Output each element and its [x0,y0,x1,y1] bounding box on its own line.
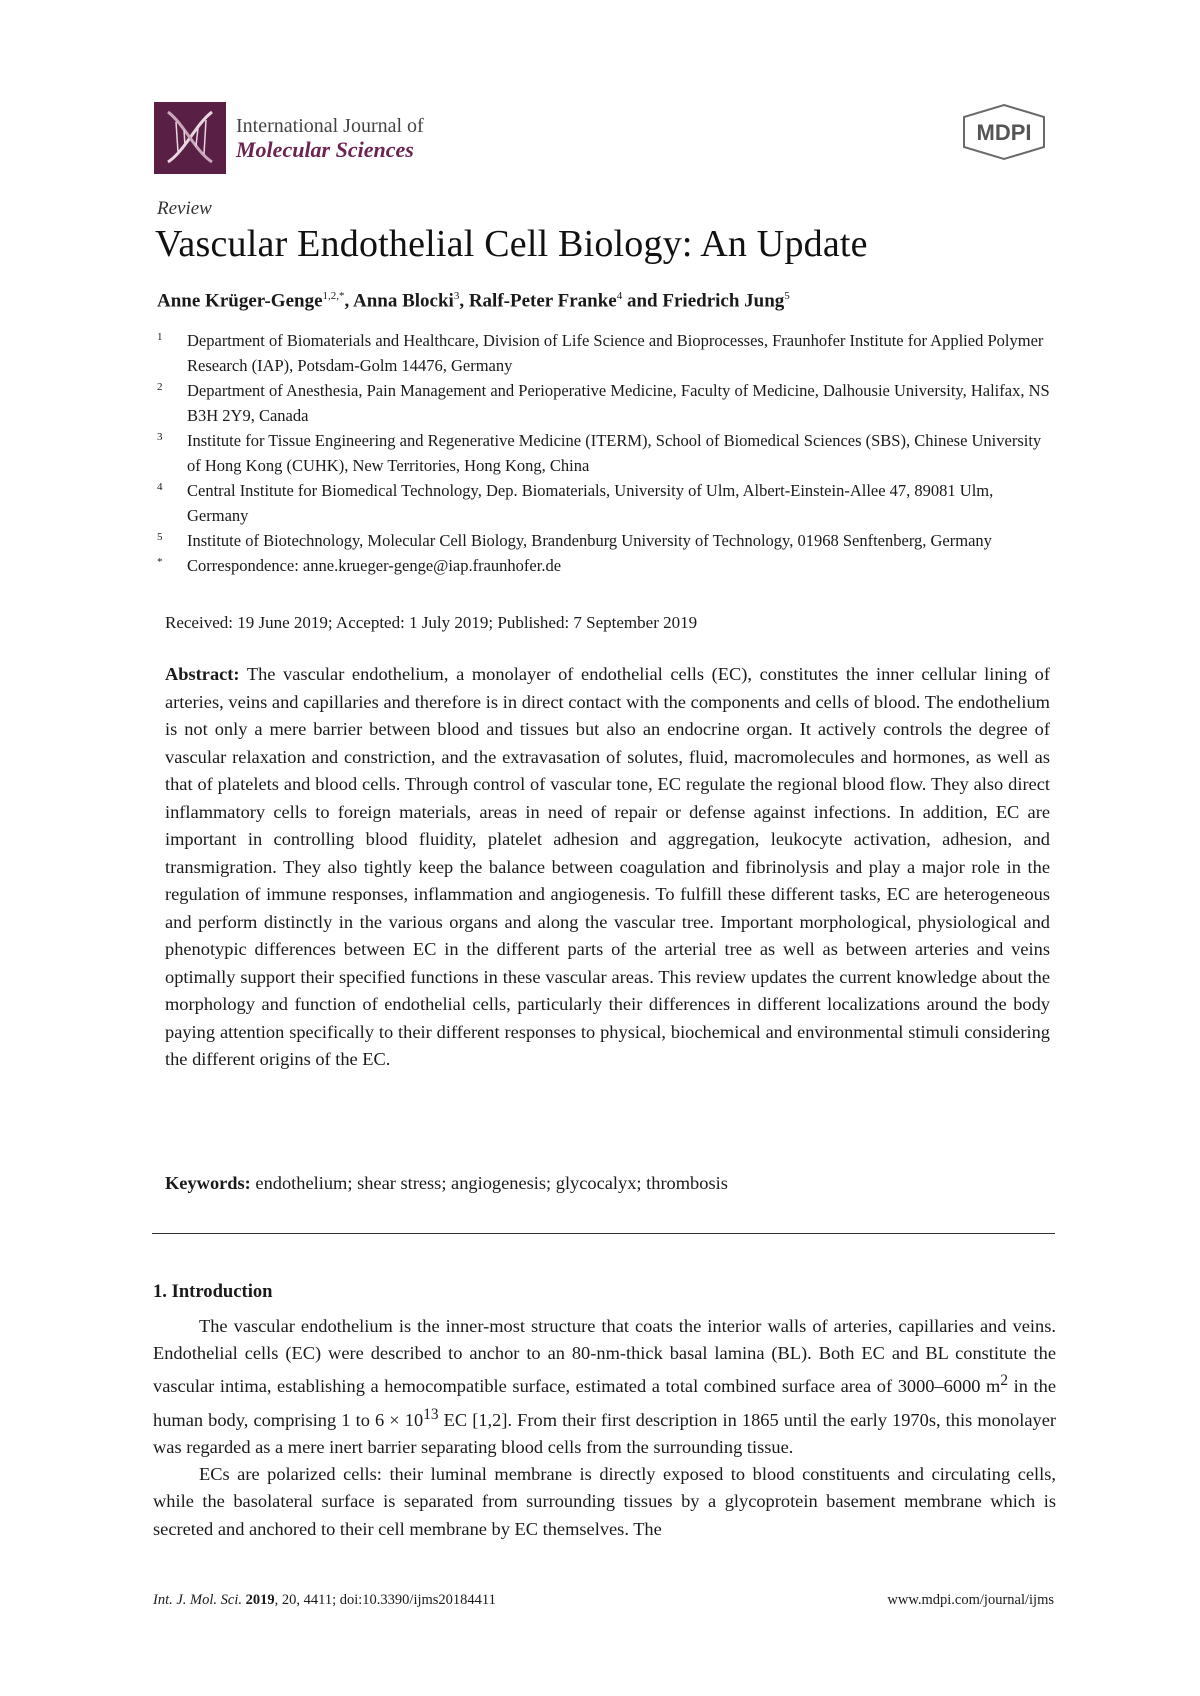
footer-doi: , 20, 4411; doi:10.3390/ijms20184411 [274,1592,496,1608]
author-separator: and [622,290,663,312]
affiliation-list [157,328,1057,578]
author-name: Anne Krüger-Genge [157,290,323,312]
affiliation-item [157,378,1057,428]
body-text [153,1313,1056,1543]
abstract-text: The vascular endothelium, a monolayer of endothelial cells (EC), constitutes the inner cellular lining of arteries, veins and capillaries and therefore is in direct contact with the components and cells of blood. The endothelium is not only a mere barrier between blood and tissues but also an endocrine organ. It actively controls the degree of vascular relaxation and constriction, and the extravasation of solutes, fluid, macromolecules and hormones, as well as that of platelets and blood cells. Through control of vascular tone, EC regulate the regional blood flow. They also direct inflammatory cells to foreign materials, areas in need of repair or defense against infections. In addition, EC are important in controlling blood fluidity, platelet adhesion and aggregation, leukocyte activation, adhesion, and transmigration. They also tightly keep the balance between coagulation and fibrinolysis and play a major role in the regulation of immune responses, inflammation and angiogenesis. To fulfill these different tasks, EC are heterogeneous and perform distinctly in the various organs and along the vascular tree. Important morphological, physiological and phenotypic differences between EC in the different parts of the arterial tree as well as between arteries and veins optimally support their specified functions in these vascular areas. This review updates the current knowledge about the morphology and function of endothelial cells, particularly their differences in different localizations around the body paying attention specifically to their different responses to physical, biochemical and environmental stimuli considering the different origins of the EC. [165,664,1050,1069]
keywords-label: Keywords: [165,1173,251,1193]
keywords [165,1173,728,1194]
footer-year: 2019 [245,1592,275,1608]
author-list [157,290,790,312]
journal-name-line1: International Journal of [236,115,424,137]
affiliation-item [157,328,1057,378]
author-affil-ref: 5 [784,290,790,302]
affiliation-text: Department of Biomaterials and Healthcare, Division of Life Science and Bioprocesses, Fraunhofer Institute for Applied Polymer Research (IAP), Potsdam-Golm 14476, Germany [187,331,1044,375]
publication-dates: Received: 19 June 2019; Accepted: 1 July 2019; Published: 7 September 2019 [165,613,698,632]
author-name: Anna Blocki [352,290,454,312]
article-title: Vascular Endothelial Cell Biology: An Update [155,223,868,265]
body-paragraph [153,1313,1056,1461]
journal-name-line2: Molecular Sciences [236,137,414,162]
affiliation-number: 5 [157,531,163,543]
paragraph-text: in the human body, comprising 1 to 6 × 10 [153,1376,1056,1430]
affiliation-number: 1 [157,331,163,343]
keywords-text: endothelium; shear stress; angiogenesis; glycocalyx; thrombosis [255,1173,728,1193]
superscript: 13 [423,1405,439,1423]
paragraph-text: The vascular endothelium is the inner-most structure that coats the interior walls of arteries, capillaries and veins. Endothelial cells (EC) were described to anchor to an 80-nm-thick basal lamina (BL). Both EC and BL constitute the vascular intima, establishing a hemocompatible surface, estimated a total combined surface area of 3000–6000 m [153,1316,1056,1397]
body-paragraph: ECs are polarized cells: their luminal membrane is directly exposed to blood constituents and circulating cells, while the basolateral surface is separated from surrounding tissues by a glycoprotein basement membrane which is secreted and anchored to their cell membrane by EC themselves. The [153,1464,1056,1539]
paragraph-text: EC [1,2]. From their first description in 1865 until the early 1970s, this monolayer was regarded as a mere inert barrier separating blood cells from the surrounding tissue. [153,1409,1056,1458]
author-affil-ref: 3 [453,290,460,302]
section-heading: 1. Introduction [153,1281,273,1302]
affiliation-text: Central Institute for Biomedical Technology, Dep. Biomaterials, University of Ulm, Albert-Einstein-Allee 47, 89081 Ulm, Germany [187,481,994,525]
journal-abbrev: Int. J. Mol. Sci. [153,1592,242,1608]
article-type: Review [157,198,212,219]
journal-logo [154,102,424,174]
footer-url[interactable]: www.mdpi.com/journal/ijms [887,1592,1054,1608]
correspondence-marker: * [157,556,163,568]
affiliation-item [157,478,1057,528]
author-name: Friedrich Jung [662,290,785,312]
affiliation-item [157,428,1057,478]
author-separator: , [459,290,469,312]
affiliation-item [157,528,1057,553]
abstract [165,661,1050,1074]
dna-helix-icon [154,102,226,174]
footer-citation [153,1592,496,1609]
publisher-name: MDPI [976,120,1032,145]
author-separator: , [344,290,353,312]
superscript: 2 [1000,1372,1009,1390]
mdpi-logo [958,102,1050,162]
author-affil-ref: 1,2,* [322,290,345,302]
correspondence-text[interactable]: Correspondence: anne.krueger-genge@iap.fraunhofer.de [187,556,562,575]
correspondence-item [157,553,1057,578]
affiliation-text: Department of Anesthesia, Pain Management and Perioperative Medicine, Faculty of Medicine, Dalhousie University, Halifax, NS B3H 2Y9, Canada [187,381,1050,425]
affiliation-text: Institute of Biotechnology, Molecular Cell Biology, Brandenburg University of Technology, 01968 Senftenberg, Germany [187,531,992,550]
abstract-label: Abstract: [165,664,240,684]
affiliation-number: 3 [157,431,163,443]
section-divider [152,1233,1055,1234]
affiliation-number: 2 [157,381,163,393]
affiliation-number: 4 [157,481,163,493]
author-affil-ref: 4 [616,290,623,302]
author-name: Ralf-Peter Franke [468,290,617,312]
affiliation-text: Institute for Tissue Engineering and Regenerative Medicine (ITERM), School of Biomedical Sciences (SBS), Chinese University of Hong Kong (CUHK), New Territories, Hong Kong, China [187,431,1042,475]
